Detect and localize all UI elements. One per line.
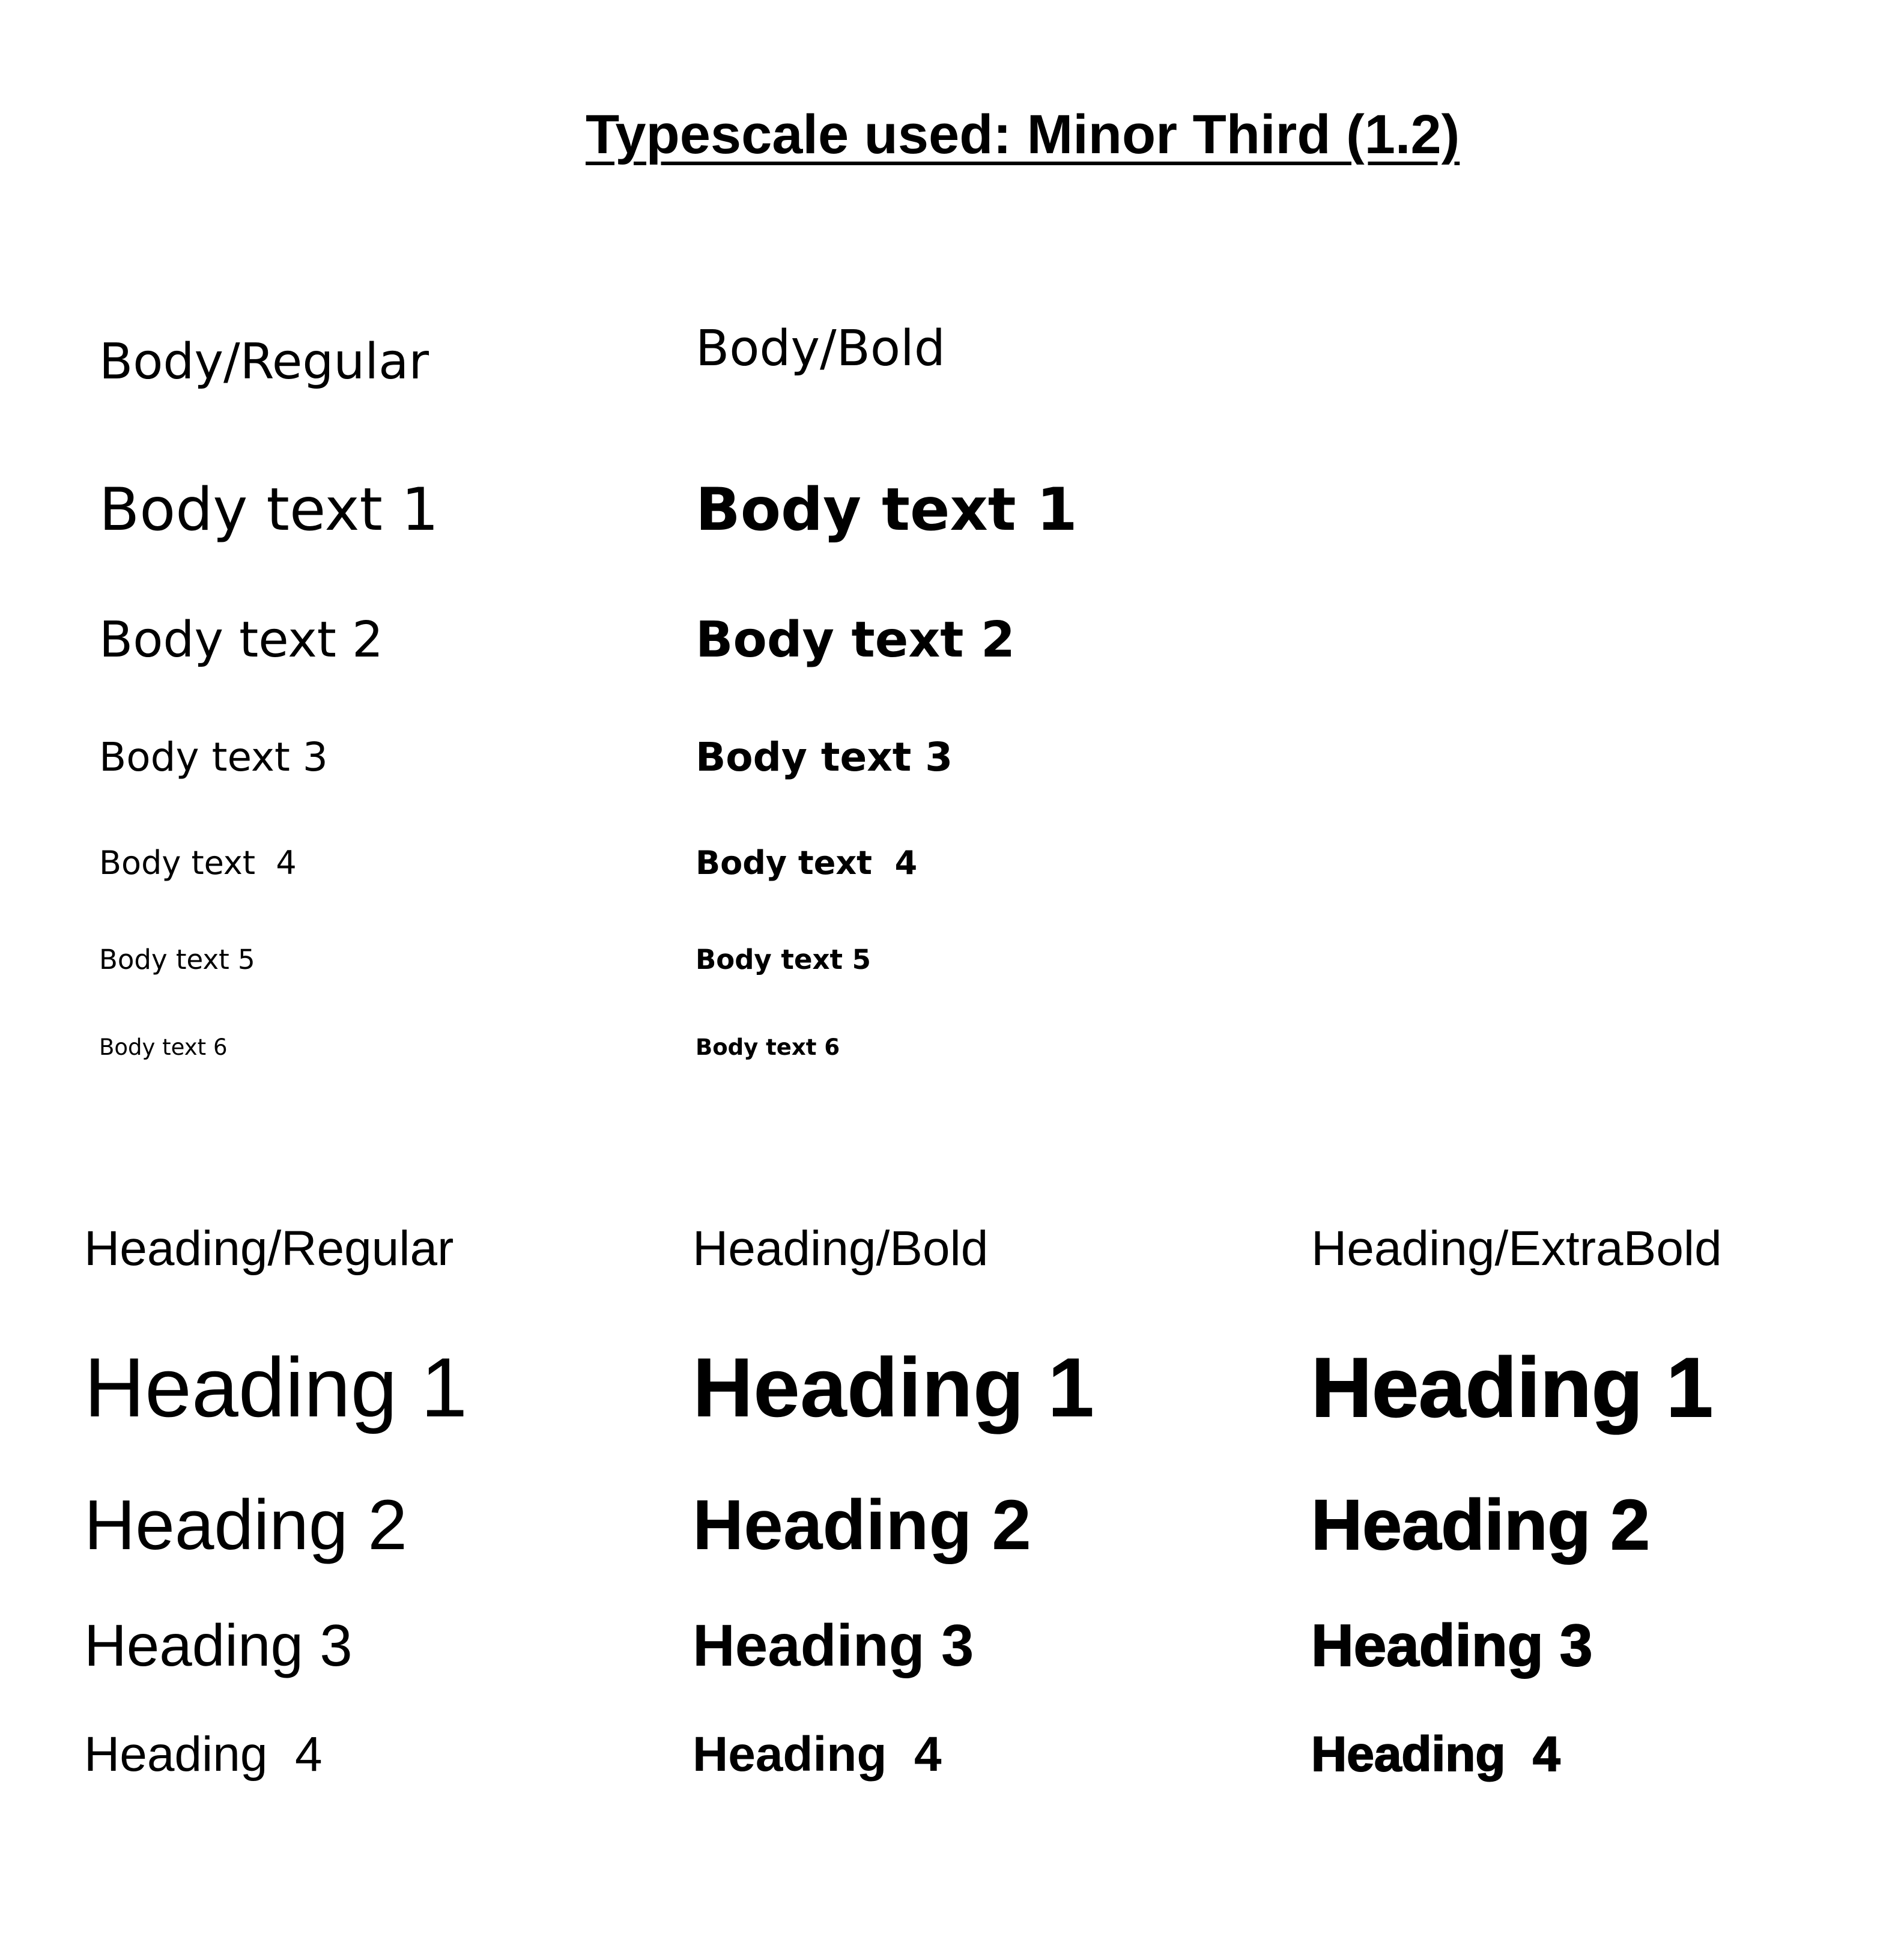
heading-bold-sample-1: Heading 1 xyxy=(693,1340,1095,1434)
heading-regular-sample-3: Heading 3 xyxy=(84,1612,353,1678)
heading-regular-label: Heading/Regular xyxy=(84,1221,454,1276)
body-regular-sample-1: Body text 1 xyxy=(99,476,439,544)
heading-bold-sample-2: Heading 2 xyxy=(693,1485,1031,1565)
body-regular-sample-5: Body text 5 xyxy=(99,944,255,976)
body-bold-sample-4: Body text 4 xyxy=(696,844,918,882)
heading-regular-sample-4: Heading 4 xyxy=(84,1727,323,1782)
body-bold-sample-2: Body text 2 xyxy=(696,611,1016,669)
body-bold-label: Body/Bold xyxy=(696,320,945,377)
body-regular-label: Body/Regular xyxy=(99,333,429,390)
body-bold-sample-3: Body text 3 xyxy=(696,734,953,780)
heading-extrabold-sample-1: Heading 1 xyxy=(1311,1340,1714,1434)
heading-extrabold-label: Heading/ExtraBold xyxy=(1311,1221,1722,1276)
body-regular-sample-6: Body text 6 xyxy=(99,1034,228,1060)
heading-regular-sample-1: Heading 1 xyxy=(84,1340,468,1434)
heading-bold-sample-4: Heading 4 xyxy=(693,1727,942,1782)
body-bold-sample-1: Body text 1 xyxy=(696,476,1078,544)
page-title: Typescale used: Minor Third (1.2) xyxy=(586,104,1460,165)
heading-bold-label: Heading/Bold xyxy=(693,1221,989,1276)
heading-extrabold-sample-2: Heading 2 xyxy=(1311,1485,1650,1565)
heading-extrabold-sample-3: Heading 3 xyxy=(1311,1612,1593,1678)
heading-extrabold-sample-4: Heading 4 xyxy=(1311,1727,1560,1782)
heading-bold-sample-3: Heading 3 xyxy=(693,1612,974,1678)
body-bold-sample-6: Body text 6 xyxy=(696,1034,840,1060)
body-bold-sample-5: Body text 5 xyxy=(696,944,871,976)
body-regular-sample-4: Body text 4 xyxy=(99,844,297,882)
body-regular-sample-2: Body text 2 xyxy=(99,611,384,669)
body-regular-sample-3: Body text 3 xyxy=(99,734,328,780)
heading-regular-sample-2: Heading 2 xyxy=(84,1485,407,1565)
